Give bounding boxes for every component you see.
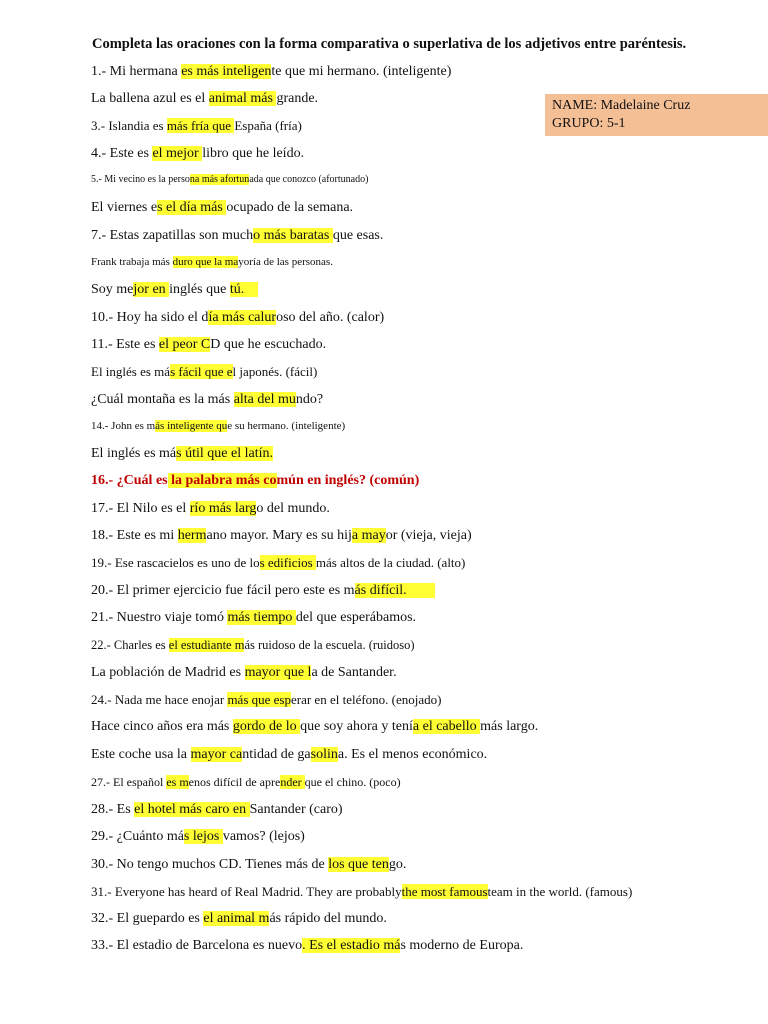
sentence-17 bbox=[91, 500, 330, 518]
sentence-15 bbox=[91, 445, 273, 463]
sentence-text: El viernes e bbox=[91, 200, 158, 215]
student-name: NAME: Madelaine Cruz bbox=[552, 98, 691, 113]
sentence-text: ocupado de la semana. bbox=[226, 200, 354, 215]
sentence-text: Este coche usa la bbox=[91, 747, 191, 762]
highlighted-answer: más fría que bbox=[166, 118, 235, 133]
highlighted-answer: a el cabello bbox=[412, 719, 481, 734]
sentence-1 bbox=[91, 63, 451, 81]
sentence-30 bbox=[91, 856, 406, 874]
sentence-text: más altos de la ciudad. (alto) bbox=[315, 555, 466, 570]
sentence-text: España (fría) bbox=[234, 118, 302, 133]
sentence-text: ano mayor. Mary es su hij bbox=[206, 528, 352, 543]
sentence-8 bbox=[91, 253, 333, 271]
sentence-text: Soy me bbox=[91, 282, 134, 297]
sentence-text: 18.- Este es mi bbox=[91, 528, 178, 543]
sentence-text: team in the world. (famous) bbox=[487, 884, 633, 899]
sentence-text: ás rápido del mundo. bbox=[269, 911, 387, 926]
highlighted-answer: herm bbox=[177, 528, 207, 543]
sentence-33 bbox=[91, 937, 523, 955]
sentence-text: La ballena azul es el bbox=[91, 91, 209, 106]
highlighted-answer: más que esp bbox=[227, 692, 291, 707]
sentence-text: a. Es el menos económico. bbox=[337, 747, 488, 762]
highlighted-answer: a may bbox=[351, 528, 386, 543]
highlighted-answer: gordo de lo bbox=[232, 719, 301, 734]
sentence-text: go. bbox=[388, 857, 407, 872]
sentence-text: La población de Madrid es bbox=[91, 665, 245, 680]
sentence-text: e su hermano. (inteligente) bbox=[227, 420, 346, 432]
sentence-text: 10.- Hoy ha sido el d bbox=[91, 310, 209, 325]
sentence-text: más largo. bbox=[480, 719, 539, 734]
sentence-text: 19.- Ese rascacielos es uno de lo bbox=[91, 555, 260, 570]
highlighted-answer: mayor ca bbox=[190, 747, 243, 762]
sentence-3 bbox=[91, 117, 302, 135]
highlighted-answer: el peor C bbox=[158, 337, 211, 352]
sentence-11 bbox=[91, 336, 326, 354]
sentence-text: El inglés es má bbox=[91, 364, 171, 379]
highlighted-answer: el mejor bbox=[152, 146, 203, 161]
sentence-text: Santander (caro) bbox=[249, 802, 343, 817]
sentence-18 bbox=[91, 527, 472, 545]
highlighted-answer: duro que la ma bbox=[172, 256, 239, 268]
name-box bbox=[545, 94, 768, 136]
sentence-text: 14.- John es m bbox=[91, 420, 156, 432]
sentence-13 bbox=[91, 391, 323, 409]
sentence-text: 27.- El español bbox=[91, 775, 167, 789]
highlighted-answer: na más afortun bbox=[189, 174, 250, 185]
sentence-text: ndo? bbox=[295, 392, 324, 407]
highlighted-answer: ás difícil. bbox=[354, 583, 435, 598]
sentence-31 bbox=[91, 883, 632, 901]
highlighted-answer: s fácil que e bbox=[170, 364, 233, 379]
sentence-text: que esas. bbox=[332, 228, 384, 243]
highlighted-answer: s el día más bbox=[157, 200, 227, 215]
highlighted-answer: el animal m bbox=[203, 911, 270, 926]
sentence-6 bbox=[91, 199, 353, 217]
student-group: GRUPO: 5-1 bbox=[552, 116, 626, 131]
sentence-28 bbox=[91, 801, 343, 819]
sentence-text: El inglés es má bbox=[91, 446, 177, 461]
sentence-text: 16.- ¿Cuál es bbox=[91, 473, 168, 488]
sentence-text: vamos? (lejos) bbox=[222, 829, 305, 844]
highlighted-answer: los que ten bbox=[328, 857, 389, 872]
page-title: Completa las oraciones con la forma comparativa o superlativa de los adjetivos entre paréntesis. bbox=[92, 36, 687, 52]
sentence-text: 4.- Este es bbox=[91, 146, 153, 161]
highlighted-answer: s lejos bbox=[183, 829, 223, 844]
highlighted-answer: animal más bbox=[208, 91, 277, 106]
sentence-text: inglés que bbox=[169, 282, 230, 297]
sentence-21 bbox=[91, 609, 416, 627]
sentence-10 bbox=[91, 309, 384, 327]
sentence-text: s moderno de Europa. bbox=[400, 938, 524, 953]
sentence-text: l japonés. (fácil) bbox=[232, 364, 318, 379]
highlighted-answer: s edificios bbox=[259, 555, 316, 570]
sentence-20 bbox=[91, 582, 435, 600]
sentence-text: enos difícil de apre bbox=[188, 775, 281, 789]
sentence-23 bbox=[91, 664, 397, 682]
sentence-22 bbox=[91, 636, 415, 654]
sentence-5 bbox=[91, 171, 368, 189]
highlighted-answer: el estudiante m bbox=[168, 638, 245, 652]
highlighted-answer: ás inteligente qu bbox=[155, 420, 228, 432]
sentence-text: libro que he leído. bbox=[202, 146, 305, 161]
highlighted-answer: más tiempo bbox=[227, 610, 296, 625]
highlighted-answer: tú. bbox=[229, 282, 259, 297]
highlighted-answer: o más baratas bbox=[253, 228, 333, 243]
sentence-text: ada que conozco (afortunado) bbox=[249, 174, 369, 185]
sentence-text: 31.- Everyone has heard of Real Madrid. They are probably bbox=[91, 884, 402, 899]
highlighted-answer: la palabra más co bbox=[167, 473, 277, 488]
highlighted-answer: mayor que l bbox=[244, 665, 312, 680]
highlighted-answer: solin bbox=[310, 747, 338, 762]
highlighted-answer: es más inteligen bbox=[181, 64, 272, 79]
sentence-text: 24.- Nada me hace enojar bbox=[91, 692, 228, 707]
sentence-text: 1.- Mi hermana bbox=[91, 64, 182, 79]
sentence-text: 30.- No tengo muchos CD. Tienes más de bbox=[91, 857, 329, 872]
sentence-4 bbox=[91, 145, 304, 163]
sentence-9 bbox=[91, 281, 258, 299]
highlighted-answer: alta del mu bbox=[233, 392, 296, 407]
sentence-text: erar en el teléfono. (enojado) bbox=[290, 692, 442, 707]
sentence-text: ás ruidoso de la escuela. (ruidoso) bbox=[244, 638, 415, 652]
sentence-text: ¿Cuál montaña es la más bbox=[91, 392, 234, 407]
sentence-text: 22.- Charles es bbox=[91, 638, 169, 652]
sentence-text: ntidad de ga bbox=[242, 747, 311, 762]
sentence-7 bbox=[91, 227, 383, 245]
highlighted-answer: río más larg bbox=[189, 501, 257, 516]
sentence-text: 3.- Islandia es bbox=[91, 118, 167, 133]
sentence-24 bbox=[91, 691, 442, 709]
sentence-19 bbox=[91, 554, 465, 572]
sentence-text: yoría de las personas. bbox=[238, 256, 333, 268]
sentence-text: oso del año. (calor) bbox=[276, 310, 385, 325]
sentence-text: del que esperábamos. bbox=[295, 610, 417, 625]
highlighted-answer: the most famous bbox=[401, 884, 488, 899]
sentence-text: 20.- El primer ejercicio fue fácil pero este es m bbox=[91, 583, 355, 598]
sentence-text: o del mundo. bbox=[256, 501, 330, 516]
sentence-14 bbox=[91, 417, 345, 435]
sentence-text: 21.- Nuestro viaje tomó bbox=[91, 610, 228, 625]
sentence-text: D que he escuchado. bbox=[210, 337, 327, 352]
sentence-32 bbox=[91, 910, 387, 928]
sentence-text: 5.- Mi vecino es la perso bbox=[91, 174, 190, 185]
sentence-27 bbox=[91, 773, 401, 791]
highlighted-answer: s útil que el latín. bbox=[176, 446, 273, 461]
sentence-text: 11.- Este es bbox=[91, 337, 159, 352]
sentence-26 bbox=[91, 746, 487, 764]
sentence-text: 7.- Estas zapatillas son much bbox=[91, 228, 254, 243]
sentence-text: 29.- ¿Cuánto má bbox=[91, 829, 184, 844]
sentence-12 bbox=[91, 363, 317, 381]
highlighted-answer: es m bbox=[166, 775, 189, 789]
sentence-text: 17.- El Nilo es el bbox=[91, 501, 190, 516]
sentence-text: 33.- El estadio de Barcelona es nuevo bbox=[91, 938, 303, 953]
sentence-text: que soy ahora y tení bbox=[300, 719, 413, 734]
highlighted-answer: nder bbox=[280, 775, 305, 789]
highlighted-answer: . Es el estadio má bbox=[302, 938, 401, 953]
sentence-text: que el chino. (poco) bbox=[304, 775, 401, 789]
sentence-text: Frank trabaja más bbox=[91, 256, 173, 268]
sentence-2 bbox=[91, 90, 318, 108]
sentence-text: mún en inglés? (común) bbox=[276, 473, 420, 488]
sentence-text: a de Santander. bbox=[311, 665, 397, 680]
sentence-text: Hace cinco años era más bbox=[91, 719, 233, 734]
sentence-text: grande. bbox=[276, 91, 319, 106]
highlighted-answer: el hotel más caro en bbox=[134, 802, 250, 817]
highlighted-answer: ía más calur bbox=[208, 310, 277, 325]
sentence-text: or (vieja, vieja) bbox=[385, 528, 472, 543]
sentence-29 bbox=[91, 828, 305, 846]
sentence-25 bbox=[91, 718, 538, 736]
sentence-16 bbox=[91, 472, 419, 490]
sentence-text: 28.- Es bbox=[91, 802, 135, 817]
sentence-text: 32.- El guepardo es bbox=[91, 911, 204, 926]
sentence-text: te que mi hermano. (inteligente) bbox=[271, 64, 452, 79]
highlighted-answer: jor en bbox=[133, 282, 170, 297]
